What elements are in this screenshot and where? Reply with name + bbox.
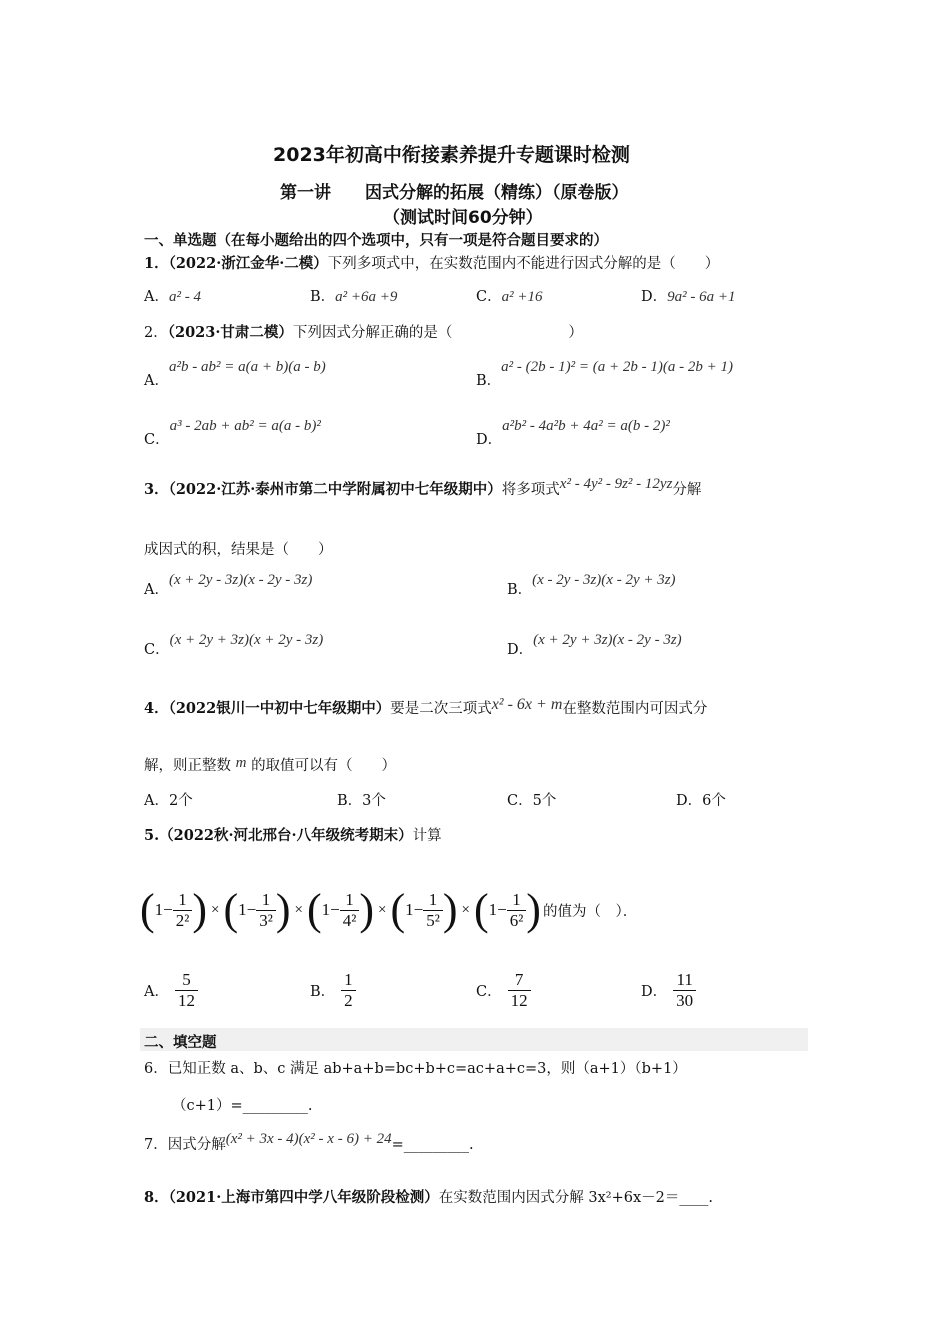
q5-option-c[interactable]: C． $\frac{7}{12}$ [476,970,531,1011]
question-source: （2022·江苏·泰州市第二中学附属初中七年级期中） [168,481,502,498]
polynomial: x² - 6x + m [491,696,563,713]
times-sign: × [211,901,220,918]
question-3-continued: 成因式的积，结果是（ ） [144,542,333,558]
question-5-tail: 的值为（ ）． [542,903,638,920]
question-1 [144,252,719,273]
q4-option-b[interactable]: B．3个 [337,793,386,809]
question-text: 要是二次三项式 [390,701,492,717]
q2-option-a[interactable]: A．a²b - ab² = a(a + b)(a - b) [144,359,326,389]
question-6-answer-line[interactable]: （c+1）=_________. [172,1098,313,1114]
test-time-note: （测试时间60分钟） [383,208,543,228]
question-text: 下列多项式中，在实数范围内不能进行因式分解的是（ ） [327,256,720,272]
q1-option-c[interactable]: C．a² +16 [476,289,543,305]
question-number: 8． [144,1189,169,1206]
q4-option-a[interactable]: A．2个 [144,793,193,809]
question-source: （2023·甘肃二模） [167,324,293,341]
question-number: 7． [144,1137,168,1153]
product-term-2: ( 1 − $\frac{1}{\text{3²}}$ ) [223,885,291,934]
q2-option-c[interactable]: C．a³ - 2ab + ab² = a(a - b)² [144,418,321,448]
question-number: 3． [144,481,169,498]
q3-option-d[interactable]: D．(x + 2y + 3z)(x - 2y - 3z) [507,632,682,658]
question-text: 计算 [412,828,442,844]
q1-option-b[interactable]: B．a² +6a +9 [310,289,398,305]
answer-blank[interactable]: =_________. [391,1137,474,1153]
q3-option-c[interactable]: C．(x + 2y + 3z)(x + 2y - 3z) [144,632,324,658]
question-text: 在实数范围内因式分解 3x²+6x－2＝____. [438,1190,713,1206]
question-4-continued: 解，则正整数 m 的取值可以有（ ） [144,755,397,774]
question-4: 4．（2022银川一中初中七年级期中）要是二次三项式x² - 6x + m在整数范围内可因式分 [144,696,708,717]
question-text: 将多项式 [501,482,560,498]
section-band [140,1028,808,1051]
q3-option-b[interactable]: B．(x - 2y - 3z)(x - 2y + 3z) [507,572,676,598]
question-7 [144,1133,474,1154]
product-expression [140,885,638,934]
product-term-1: ( 1 − $\frac{1}{\text{2²}}$ ) [140,885,208,934]
question-text: 下列因式分解正确的是（ ） [292,325,583,341]
question-text: 已知正数 a、b、c 满足 ab+a+b=bc+b+c=ac+a+c=3，则（a+1）（b+1） [167,1061,687,1077]
question-2 [144,321,583,342]
section-heading-fill-in: 二、填空题 [144,1035,217,1051]
q1-option-a[interactable]: A．a² - 4 [144,289,201,305]
question-number: 4． [144,700,169,717]
question-source: （2021·上海市第四中学八年级阶段检测） [168,1189,439,1206]
question-source: （2022秋·河北邢台·八年级统考期末） [159,827,413,844]
question-source: （2022银川一中初中七年级期中） [168,700,391,717]
times-sign: × [377,901,387,918]
question-source: （2022·浙江金华·二模） [168,255,328,272]
question-number: 2． [144,325,168,341]
product-term-5: ( 1 − $\frac{1}{\text{6²}}$ ) [473,885,541,934]
question-5 [144,824,442,845]
question-3: 3．（2022·江苏·泰州市第二中学附属初中七年级期中）将多项式x² - 4y² - 9z² - 12yz分解 [144,476,702,498]
q3-option-a[interactable]: A．(x + 2y - 3z)(x - 2y - 3z) [144,572,313,598]
question-number: 5. [144,827,160,844]
q2-option-d[interactable]: D．a²b² - 4a²b + 4a² = a(b - 2)² [476,418,670,448]
polynomial: x² - 4y² - 9z² - 12yz [559,476,673,492]
question-number: 1． [144,255,169,272]
q1-option-d[interactable]: D．9a² - 6a +1 [641,289,736,305]
expression: (x² + 3x - 4)(x² - x - 6) + 24 [225,1131,392,1147]
times-sign: × [461,901,470,918]
question-8 [144,1186,713,1207]
q5-option-b[interactable]: B． $\frac{1}{2}$ [310,970,356,1011]
q4-option-c[interactable]: C．5个 [507,793,557,809]
q4-option-d[interactable]: D．6个 [676,793,726,809]
question-number: 6． [144,1061,168,1077]
question-6 [144,1057,687,1078]
lesson-subtitle: 第一讲 因式分解的拓展（精练）（原卷版） [280,183,629,203]
question-text: 因式分解 [167,1137,226,1153]
product-term-4: ( 1 − $\frac{1}{\text{5²}}$ ) [390,885,458,934]
q5-option-a[interactable]: A． $\frac{5}{12}$ [144,970,198,1011]
section-heading-single-choice: 一、单选题（在每小题给出的四个选项中，只有一项是符合题目要求的） [144,233,608,249]
q2-option-b[interactable]: B．a² - (2b - 1)² = (a + 2b - 1)(a - 2b + 1) [476,359,733,389]
times-sign: × [294,901,303,918]
product-term-3: ( 1 − $\frac{1}{\text{4²}}$ ) [306,885,374,934]
q5-option-d[interactable]: D． $\frac{11}{30}$ [641,970,696,1011]
document-title: 2023年初高中衔接素养提升专题课时检测 [273,144,630,166]
